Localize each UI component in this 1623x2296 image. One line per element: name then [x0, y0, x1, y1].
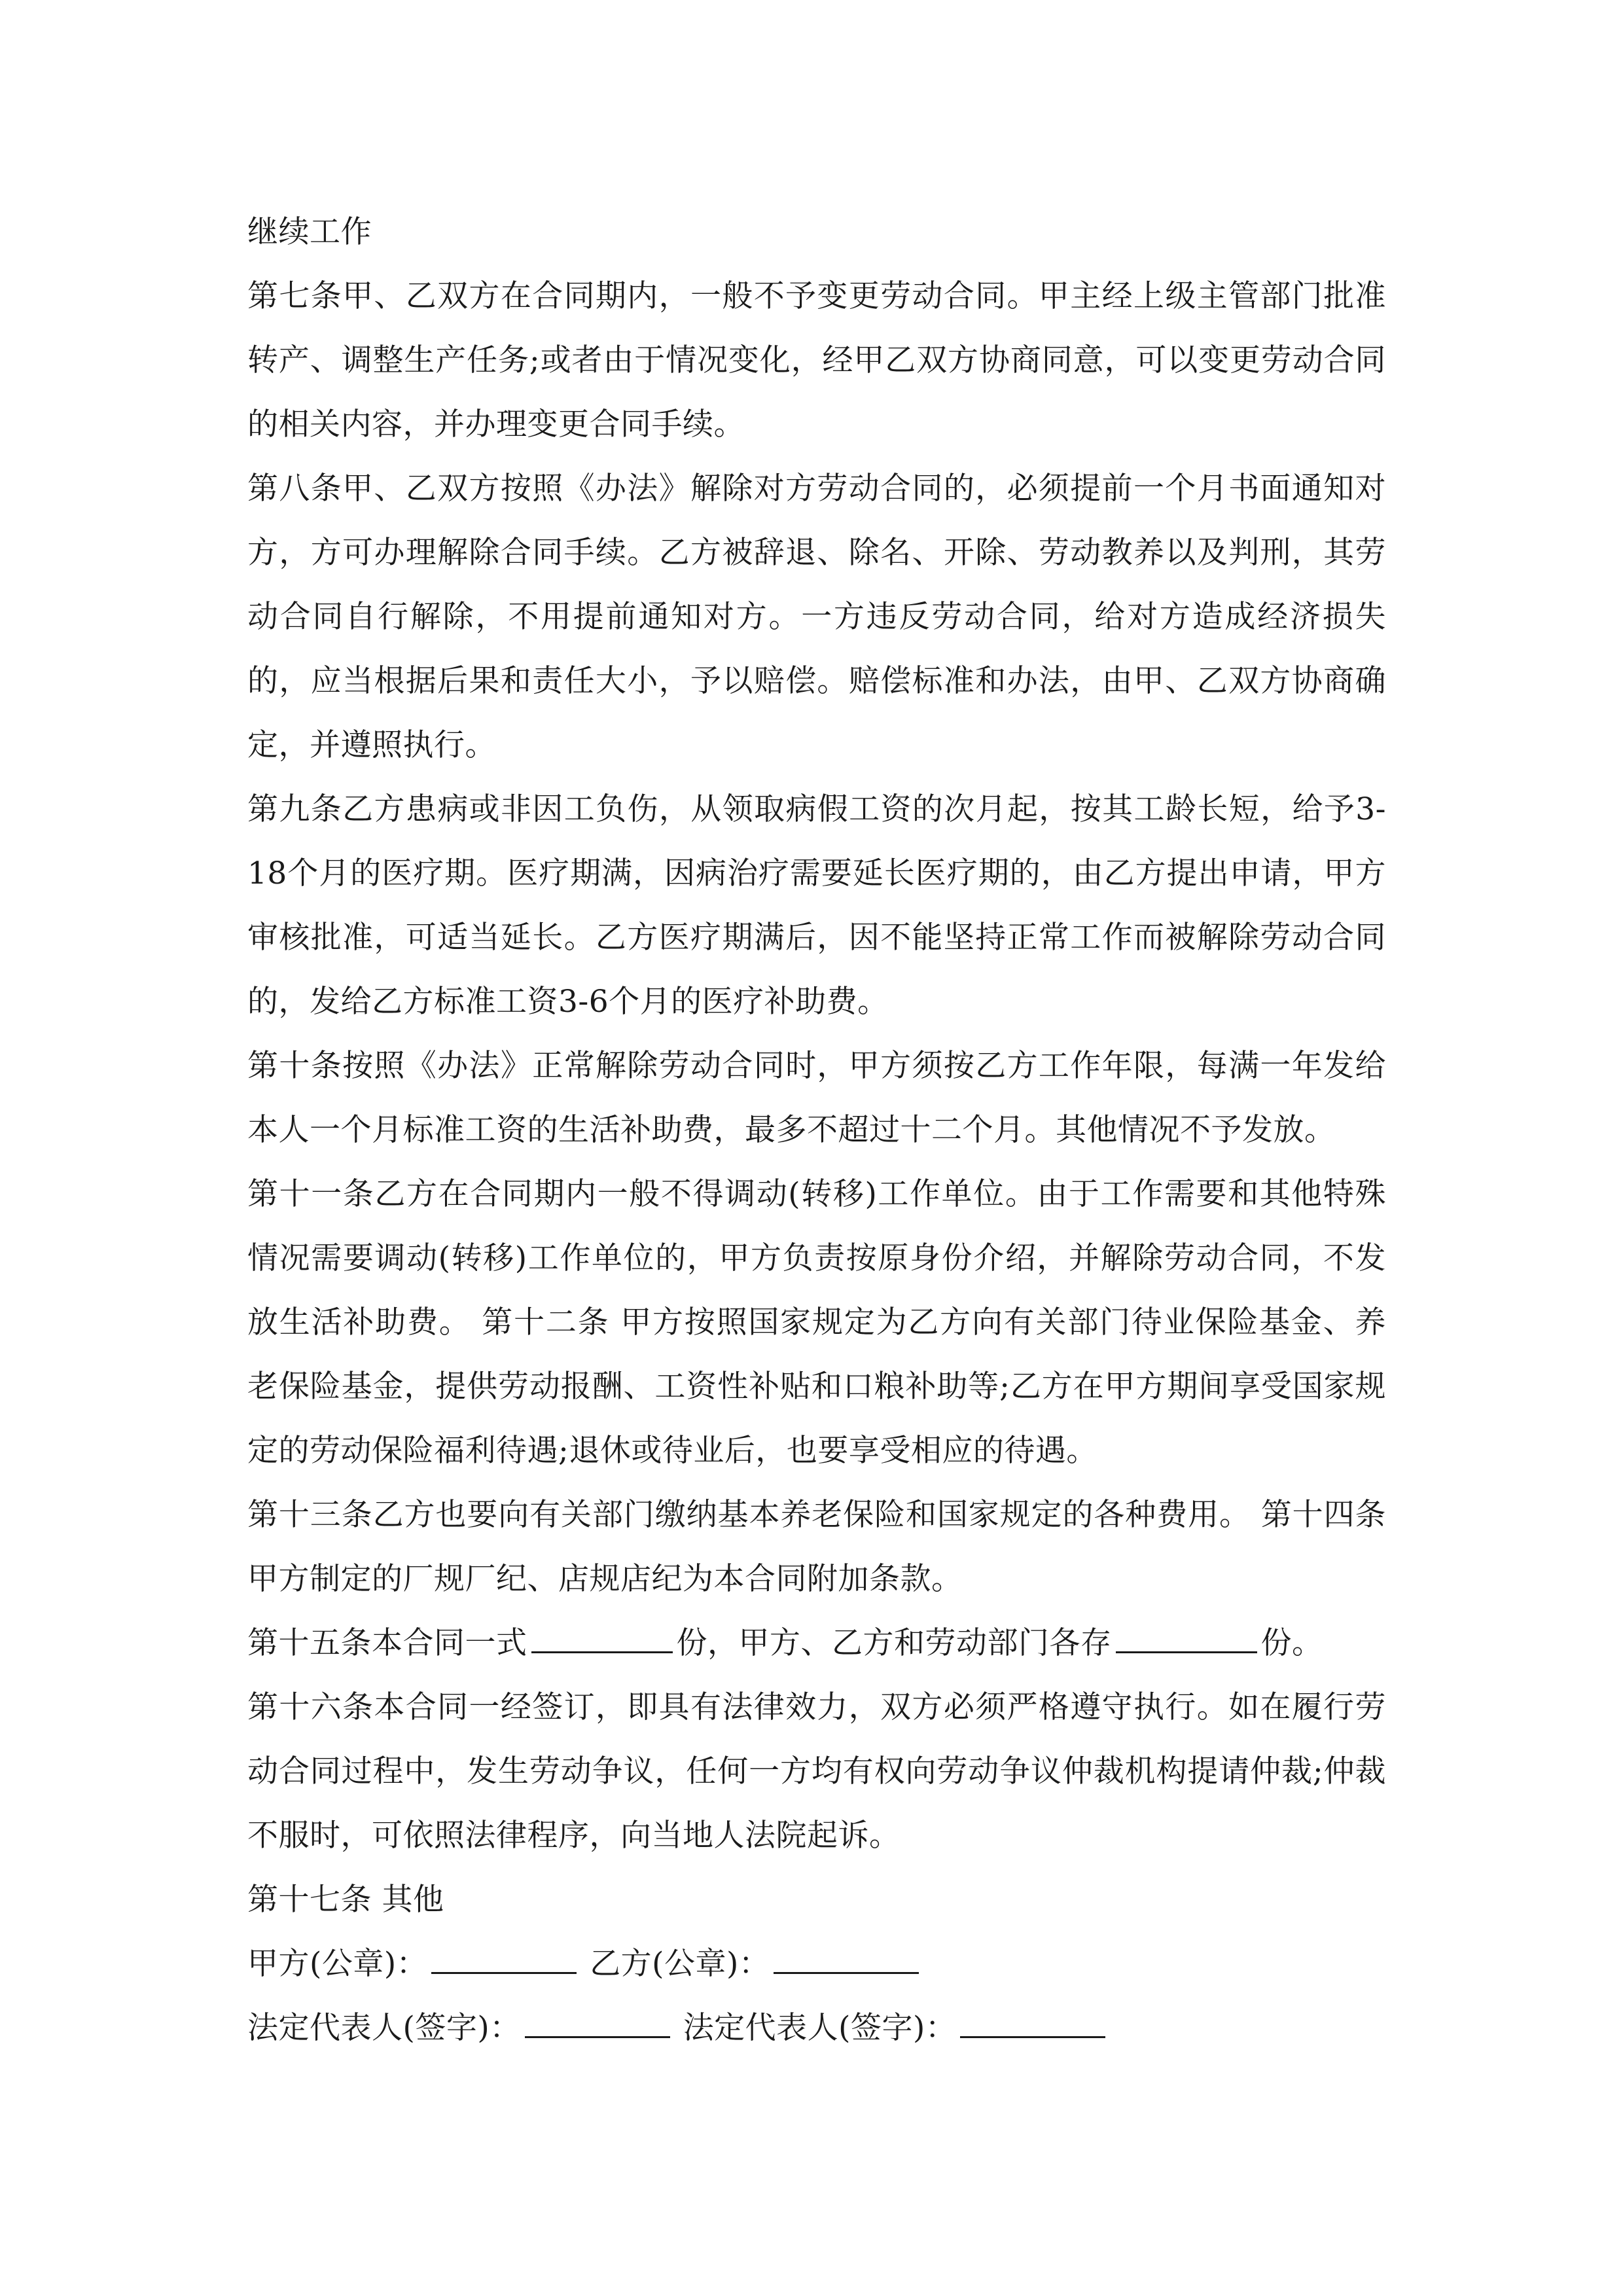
article-7: 第七条甲、乙双方在合同期内，一般不予变更劳动合同。甲主经上级主管部门批准转产、调整生产任务;或者由于情况变化，经甲乙双方协商同意，可以变更劳动合同的相关内容，并办理变更合同手续。	[247, 278, 1386, 442]
party-a-seal-blank[interactable]	[431, 1943, 577, 1974]
article-9: 第九条乙方患病或非因工负伤，从领取病假工资的次月起，按其工龄长短，给予3-18个月的医疗期。医疗期满，因病治疗需要延长医疗期的，由乙方提出申请，甲方审核批准，可适当延长。乙方医疗期满后，因不能坚持正常工作而被解除劳动合同的，发给乙方标准工资3-6个月的医疗补助费。	[247, 791, 1386, 1020]
article-13-14: 第十三条乙方也要向有关部门缴纳基本养老保险和国家规定的各种费用。 第十四条 甲方制定的厂规厂纪、店规店纪为本合同附加条款。	[247, 1497, 1386, 1597]
seal-line	[247, 1932, 1386, 1996]
party-a-rep-blank[interactable]	[525, 2007, 670, 2038]
copies-total-blank[interactable]	[531, 1623, 673, 1653]
party-a-rep-label: 法定代表人(签字)：	[247, 2010, 521, 2046]
paragraph-continue-work: 继续工作	[247, 214, 372, 250]
party-b-seal-label: 乙方(公章)：	[590, 1946, 770, 1982]
article-17: 第十七条 其他	[247, 1882, 444, 1918]
article-15-text-1: 第十五条本合同一式	[247, 1625, 527, 1661]
article-16: 第十六条本合同一经签订，即具有法律效力，双方必须严格遵守执行。如在履行劳动合同过程中，发生劳动争议，任何一方均有权向劳动争议仲裁机构提请仲裁;仲裁不服时，可依照法律程序，向当地人法院起诉。	[247, 1689, 1386, 1854]
article-10: 第十条按照《办法》正常解除劳动合同时，甲方须按乙方工作年限，每满一年发给本人一个月标准工资的生活补助费，最多不超过十二个月。其他情况不予发放。	[247, 1048, 1386, 1148]
representative-line	[247, 1996, 1386, 2060]
article-11-12: 第十一条乙方在合同期内一般不得调动(转移)工作单位。由于工作需要和其他特殊情况需要调动(转移)工作单位的，甲方负责按原身份介绍，并解除劳动合同，不发放生活补助费。 第十二条 甲方按照国家规定为乙方向有关部门待业保险基金、养老保险基金，提供劳动报酬、工资性补贴和口粮补助等;乙方在甲方期间享受国家规定的劳动保险福利待遇;退休或待业后，也要享受相应的待遇。	[247, 1176, 1386, 1469]
party-b-rep-blank[interactable]	[960, 2007, 1105, 2038]
article-15-text-3: 份。	[1260, 1625, 1323, 1661]
copies-each-blank[interactable]	[1116, 1623, 1257, 1653]
party-a-seal-label: 甲方(公章)：	[247, 1946, 428, 1982]
contract-body	[247, 200, 1386, 2060]
party-b-rep-label: 法定代表人(签字)：	[683, 2010, 957, 2046]
article-15	[247, 1611, 1386, 1676]
party-b-seal-blank[interactable]	[774, 1943, 919, 1974]
article-15-text-2: 份，甲方、乙方和劳动部门各存	[676, 1625, 1112, 1661]
article-8: 第八条甲、乙双方按照《办法》解除对方劳动合同的，必须提前一个月书面通知对方，方可办理解除合同手续。乙方被辞退、除名、开除、劳动教养以及判刑，其劳动合同自行解除，不用提前通知对方。一方违反劳动合同，给对方造成经济损失的，应当根据后果和责任大小，予以赔偿。赔偿标准和办法，由甲、乙双方协商确定，并遵照执行。	[247, 471, 1386, 763]
